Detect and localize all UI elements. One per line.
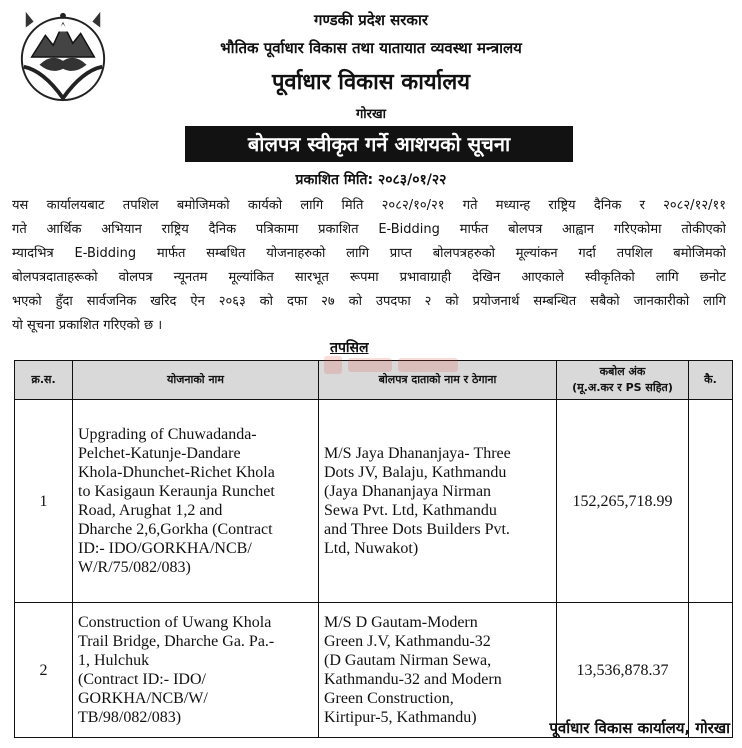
footer-office-signature: पूर्वाधार विकास कार्यालय, गोरखा — [549, 719, 730, 737]
body-line: बोलपत्रदाताहरूको वोलपत्र न्यूनतम मूल्यांकित सारभूत रूपमा प्रभावाग्राही देखिन आएकाले स्वीकृतिको लागि छनोट — [12, 270, 726, 285]
body-line: यस कार्यालयबाट तपशिल बमोजिमको कार्यको लागि मिति २०८२/१०/२१ गते मध्यान्ह राष्ट्रिय दैनिक र २०८२/१२/११ — [12, 198, 726, 213]
published-date: प्रकाशित मिति: २०८३/०१/२२ — [295, 172, 447, 188]
bidder-header: बोलपत्र दाताको नाम र ठेगाना — [319, 361, 557, 400]
row-amount: 13,536,878.37 — [557, 603, 689, 738]
watermark-logo-icon — [322, 350, 462, 380]
notice-title: बोलपत्र स्वीकृत गर्ने आशयको सूचना — [185, 126, 573, 162]
row-amount: 152,265,718.99 — [557, 400, 689, 603]
body-line: यो सूचना प्रकाशित गरिएको छ । — [12, 318, 163, 333]
office-heading: पूर्वाधार विकास कार्यालय — [271, 70, 471, 95]
row-sn: 2 — [15, 603, 73, 738]
details-label: तपसिल — [330, 340, 369, 356]
remarks-header: कै. — [689, 361, 733, 400]
bid-table — [14, 360, 733, 738]
amount-header — [557, 361, 689, 400]
row-project: Upgrading of Chuwadanda- Pelchet-Katunje-Dandare Khola-Dhunchet-Richet Khola to Kasigaun Keraunja Runchet Road, Arughat 1,2 and Dharche 2,6,Gorkha (Contract ID:- IDO/GORKHA/NCB/ W/R/75/082/083) — [73, 400, 319, 603]
body-line: भएको हुँदा सार्वजनिक खरिद ऐन २०६३ को दफा २७ को उपदफा २ को प्रयोजनार्थ सम्बन्धित सबैको जानकारीको लागि — [12, 294, 726, 309]
body-line: म्यादभित्र E-Bidding मार्फत सम्बधित योजनाहरुको लागि प्राप्त बोलपत्रहरुको मूल्यांकन गर्दा तपशिल बमोजिमको — [12, 246, 726, 261]
province-government-heading: गण्डकी प्रदेश सरकार — [314, 11, 428, 29]
row-project: Construction of Uwang Khola Trail Bridge, Dharche Ga. Pa.- 1, Hulchuk (Contract ID:- IDO/ GORKHA/NCB/W/ TB/98/082/083) — [73, 603, 319, 738]
notice-body — [12, 194, 726, 338]
row-bidder: M/S D Gautam-Modern Green J.V, Kathmandu-32 (D Gautam Nirman Sewa, Kathmandu-32 and Modern Green Construction, Kirtipur-5, Kathmandu) — [319, 603, 557, 738]
project-header: योजनाको नाम — [73, 361, 319, 400]
amount-header-line2: (मू.अ.कर र PS सहित) — [572, 381, 673, 394]
table-row — [15, 400, 733, 603]
district-heading: गोरखा — [355, 107, 386, 122]
row-bidder: M/S Jaya Dhananjaya- Three Dots JV, Balaju, Kathmandu (Jaya Dhananjaya Nirman Sewa Pvt. Ltd, Kathmandu and Three Dots Builders Pvt. Ltd, Nuwakot) — [319, 400, 557, 603]
body-line: गते आर्थिक अभियान राष्ट्रिय दैनिक पत्रिकामा प्रकाशित E-Bidding मार्फत बोलपत्र आह्वान गरिएकोमा तोकीएको — [12, 222, 726, 237]
row-sn: 1 — [15, 400, 73, 603]
row-remarks — [689, 400, 733, 603]
amount-header-line1: कबोल अंक — [599, 365, 646, 378]
sn-header: क्र.स. — [15, 361, 73, 400]
ministry-heading: भौतिक पूर्वाधार विकास तथा यातायात व्यवस्था मन्त्रालय — [220, 39, 522, 57]
